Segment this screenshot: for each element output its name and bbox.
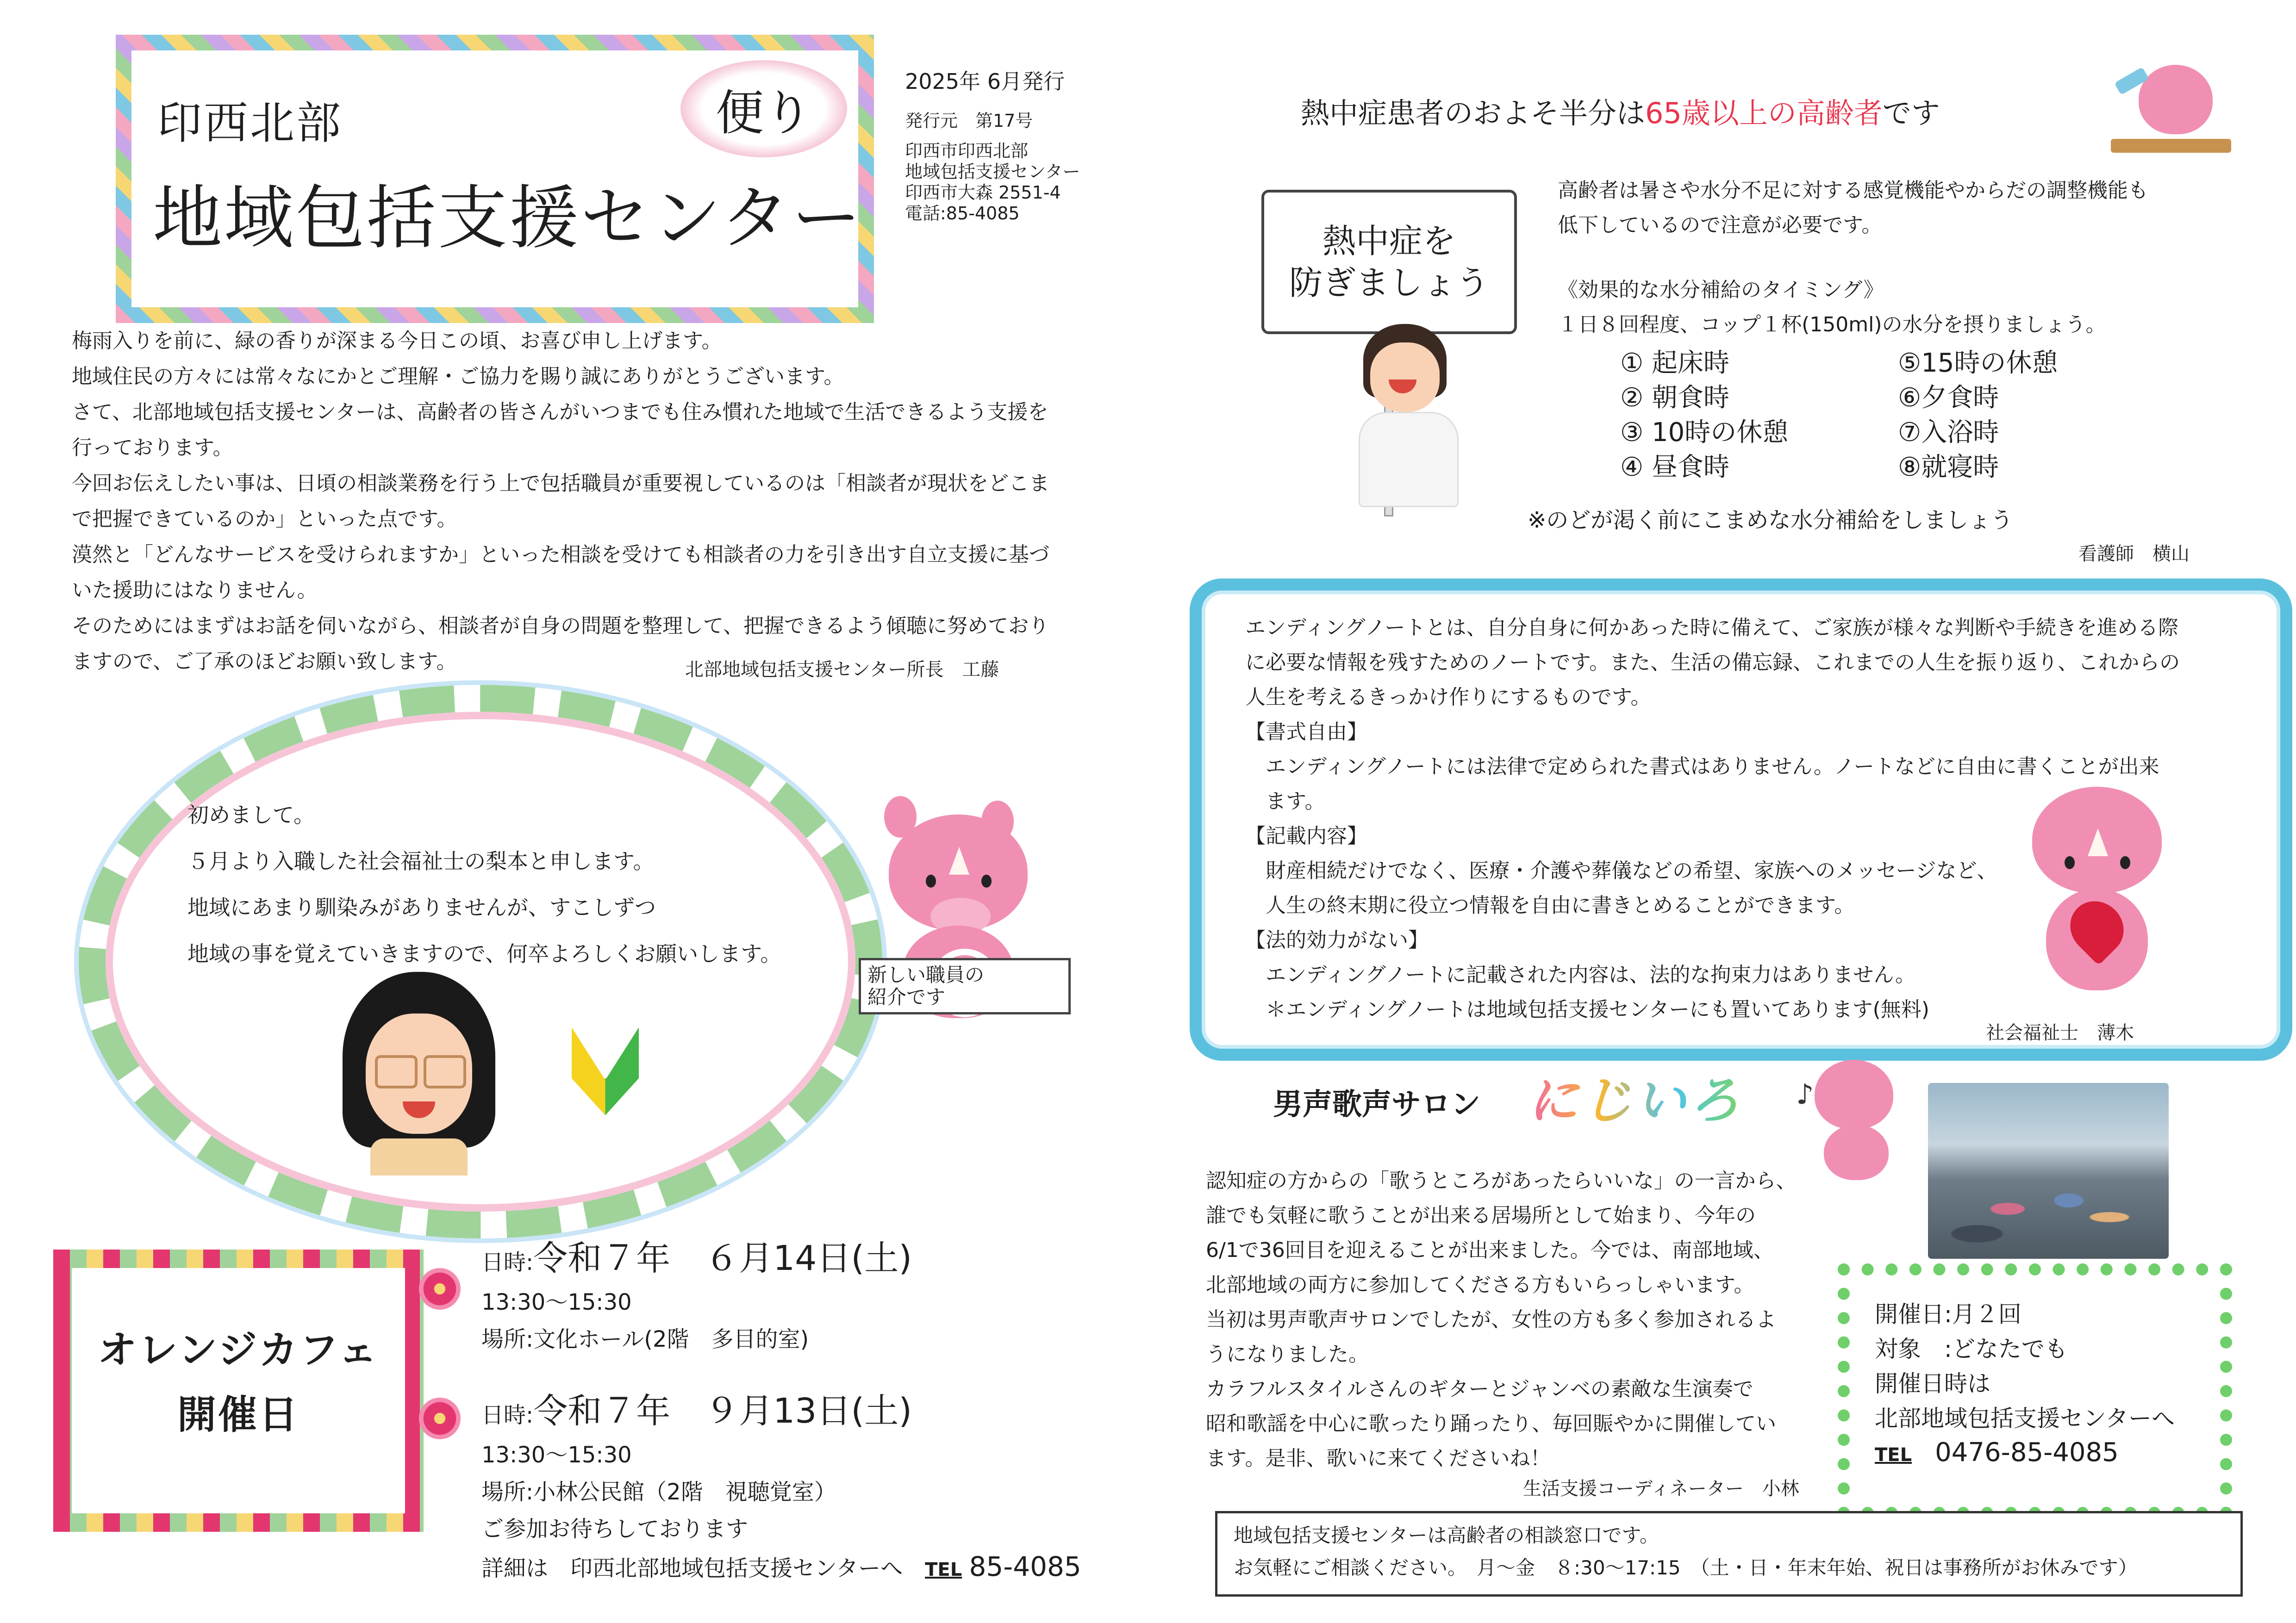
- heat-note: ※のどが渇く前にこまめな水分補給をしましょう: [1528, 507, 2013, 533]
- salon-info: 開催日時は: [1875, 1370, 1990, 1397]
- cafe-detail-text: 詳細は 印西北部地域包括支援センターへ: [481, 1555, 903, 1581]
- heat-text1: 高齢者は暑さや水分不足に対する感覚機能やからだの調整機能も: [1558, 179, 2148, 202]
- salon-line: 当初は男声歌声サロンでしたが、女性の方も多く参加されるよ: [1206, 1308, 1776, 1331]
- ending-line: 人生を考えるきっかけ作りにするものです。: [1245, 685, 1651, 709]
- music-note-icon: ♪: [1796, 1078, 1814, 1111]
- salon-name: にじいろ: [1528, 1060, 1742, 1133]
- timing-item: ③ 10時の休憩: [1620, 417, 1789, 448]
- cafe-detail: [481, 1550, 1081, 1582]
- intro-line: さて、北部地域包括支援センターは、高齢者の皆さんがいつまでも住み慣れた地域で生活できるよう支援を: [72, 400, 1048, 424]
- address-line1: 印西市印西北部: [905, 141, 1029, 161]
- rhino-heart-icon: [2023, 787, 2176, 1004]
- salon-line: 昭和歌謡を中心に歌ったり踊ったり、毎回賑やかに開催してい: [1206, 1412, 1776, 1436]
- beginner-mark-icon: [572, 1027, 641, 1120]
- newstaff-sign-line2: 紹介です: [867, 986, 946, 1008]
- heat-sign-line1: 熱中症を: [1322, 222, 1456, 261]
- heat-title: [1301, 90, 1940, 131]
- timing-item: ⑤15時の休憩: [1898, 348, 2058, 378]
- ending-line: ます。: [1245, 790, 1325, 813]
- timing-heading: 《効果的な水分補給のタイミング》: [1558, 278, 1884, 302]
- heat-sign: [1261, 190, 1517, 334]
- phone: 電話:85-4085: [905, 203, 1020, 224]
- ending-line: 財産相続だけでなく、医療・介護や葬儀などの希望、家族へのメッセージなど、: [1245, 859, 1997, 883]
- salon-line: 6/1で36回目を迎えることが出来ました。今では、南部地域、: [1206, 1238, 1774, 1262]
- ending-line: エンディングノートとは、自分自身に何かあった時に備えて、ご家族が様々な判断や手続きを進める際: [1245, 616, 2179, 640]
- footer-line2: お気軽にご相談ください。 月～金 ８:30～17:15 （土・日・年末年始、祝日は事務所がお休みです）: [1234, 1556, 2138, 1579]
- event2-date-value: 令和７年 ９月13日(土): [533, 1391, 912, 1431]
- glasses-right: [424, 1055, 466, 1088]
- salon-line: 北部地域の両方に参加してくださる方もいらっしゃいます。: [1206, 1273, 1754, 1297]
- event1-date: [481, 1231, 912, 1280]
- rhino-singing-icon: [1796, 1060, 1912, 1185]
- salon-line: カラフルスタイルさんのギターとジャンベの素敵な生演奏で: [1206, 1377, 1753, 1401]
- heat-signature: 看護師 横山: [2078, 543, 2190, 565]
- timing-item: ⑦入浴時: [1898, 417, 1999, 448]
- tel-mark: TEL: [1875, 1444, 1912, 1466]
- newstaff-sign: [859, 958, 1071, 1014]
- intro-line: いた援助にはなりません。: [72, 578, 318, 602]
- masthead-small-title: 印西北部: [157, 97, 343, 149]
- salon-line: 認知症の方からの「歌うところがあったらいいな」の一言から、: [1206, 1169, 1797, 1193]
- cafe-waiting: ご参加お待ちしております: [481, 1516, 749, 1542]
- event1-date-value: 令和７年 ６月14日(土): [533, 1238, 912, 1278]
- timing-item: ⑥夕食時: [1898, 383, 1999, 413]
- intro-line: で把握できているのか」といった点です。: [72, 507, 457, 531]
- heat-sign-line2: 防ぎましょう: [1289, 263, 1489, 302]
- ending-line: ＊エンディングノートは地域包括支援センターにも置いてあります(無料): [1245, 998, 1929, 1021]
- timing-item: ① 起床時: [1620, 348, 1730, 378]
- intro-signature: 北部地域包括支援センター所長 工藤: [685, 659, 999, 680]
- event2-place: 場所:小林公民館（2階 視聴覚室）: [481, 1479, 836, 1505]
- rhino-drinking-icon: [2111, 56, 2231, 167]
- masthead-title: 地域包括支援センター: [153, 178, 863, 259]
- cafe-title-line2: 開催日: [177, 1392, 299, 1437]
- salon-line: ます。是非、歌いに来てくださいね！: [1206, 1447, 1551, 1470]
- heat-title-pre: 熱中症患者のおよそ半分は: [1301, 96, 1646, 130]
- hibiscus-flower-icon: [419, 1268, 461, 1310]
- heat-text2: 低下しているので注意が必要です。: [1558, 213, 1882, 237]
- salon-info: 開催日:月２回: [1875, 1301, 2021, 1328]
- salon-info: 北部地域包括支援センターへ: [1875, 1405, 2175, 1432]
- glasses-left: [375, 1055, 418, 1088]
- salon-signature: 生活支援コーディネーター 小林: [1523, 1478, 1799, 1499]
- footer-line1: 地域包括支援センターは高齢者の相談窓口です。: [1234, 1524, 1659, 1547]
- new-staff-illustration: [343, 972, 495, 1175]
- nurse-illustration: [1349, 324, 1470, 509]
- timing-item: ⑧就寝時: [1898, 452, 1999, 482]
- salon-photo: [1928, 1083, 2169, 1259]
- hibiscus-flower-icon: [419, 1398, 461, 1439]
- issue-date: 2025年 6月発行: [905, 69, 1065, 94]
- cafe-tel: 85-4085: [969, 1551, 1081, 1582]
- timing-item: ② 朝食時: [1620, 383, 1730, 413]
- salon-tel: [1875, 1435, 2119, 1468]
- salon-info: 対象 :どなたでも: [1875, 1336, 2068, 1362]
- ending-line: 【記載内容】: [1245, 824, 1367, 848]
- salon-line: うになりました。: [1206, 1343, 1369, 1366]
- newstaff-sign-line1: 新しい職員の: [867, 964, 985, 986]
- salon-line: 誰でも気軽に歌うことが出来る居場所として始まり、今年の: [1206, 1204, 1756, 1227]
- ending-line: エンディングノートに記載された内容は、法的な拘束力はありません。: [1245, 963, 1916, 987]
- address-line2: 地域包括支援センター: [905, 162, 1080, 182]
- intro-line: 梅雨入りを前に、緑の香りが深まる今日この頃、お喜び申し上げます。: [72, 329, 722, 353]
- timing-item: ④ 昼食時: [1620, 452, 1730, 482]
- cafe-title-line1: オレンジカフェ: [98, 1327, 379, 1373]
- intro-line: そのためにはまずはお話を伺いながら、相談者が自身の問題を整理して、把握できるよう傾聴に努めており: [72, 614, 1049, 638]
- event1-place: 場所:文化ホール(2階 多目的室): [481, 1326, 809, 1352]
- ending-line: エンディングノートには法律で定められた書式はありません。ノートなどに自由に書くことが出来: [1245, 755, 2159, 778]
- intro-line: 地域住民の方々には常々なにかとご理解・ご協力を賜り誠にありがとうございます。: [72, 365, 844, 388]
- tayori-label: 便り: [715, 85, 812, 141]
- intro-line: ますので、ご了承のほどお願い致します。: [72, 650, 457, 673]
- tayori-badge: [680, 60, 847, 157]
- salon-title: 男声歌声サロン: [1273, 1088, 1480, 1122]
- ending-line: に必要な情報を残すためのノートです。また、生活の備忘録、これまでの人生を振り返り、これからの: [1245, 651, 2180, 674]
- event2-date-label: 日時:: [481, 1402, 534, 1428]
- intro-line: 行っております。: [72, 436, 233, 460]
- event1-date-label: 日時:: [481, 1250, 534, 1275]
- ending-signature: 社会福祉士 薄木: [1986, 1022, 2134, 1044]
- event1-time: 13:30～15:30: [481, 1289, 632, 1315]
- ending-line: 人生の終末期に役立つ情報を自由に書きとめることができます。: [1245, 894, 1855, 917]
- heat-title-highlight: 65歳以上の高齢者: [1645, 96, 1883, 130]
- shoulders: [370, 1138, 468, 1175]
- newstaff-line: 地域の事を覚えていきますので、何卒よろしくお願いします。: [187, 941, 782, 966]
- address-line3: 印西市大森 2551-4: [905, 182, 1061, 203]
- heat-title-post: です: [1882, 96, 1940, 130]
- intro-line: 漠然と「どんなサービスを受けられますか」といった相談を受けても相談者の力を引き出す自立支援に基づ: [72, 543, 1049, 566]
- issuer: 発行元 第17号: [905, 111, 1033, 131]
- intro-line: 今回お伝えしたい事は、日頃の相談業務を行う上で包括職員が重要視しているのは「相談者が現状をどこま: [72, 472, 1049, 495]
- salon-tel-number: 0476-85-4085: [1935, 1437, 2119, 1468]
- timing-intro: １日８回程度、コップ１杯(150ml)の水分を摂りましょう。: [1558, 313, 2106, 336]
- newstaff-line: 初めまして。: [187, 802, 315, 827]
- event2-date: [481, 1384, 912, 1433]
- event2-time: 13:30～15:30: [481, 1442, 632, 1468]
- newstaff-line: ５月より入職した社会福祉士の梨本と申します。: [187, 849, 655, 874]
- newstaff-line: 地域にあまり馴染みがありませんが、すこしずつ: [187, 895, 656, 920]
- tel-mark: TEL: [925, 1559, 962, 1580]
- ending-line: 【書式自由】: [1245, 720, 1367, 744]
- ending-line: 【法的効力がない】: [1245, 928, 1429, 952]
